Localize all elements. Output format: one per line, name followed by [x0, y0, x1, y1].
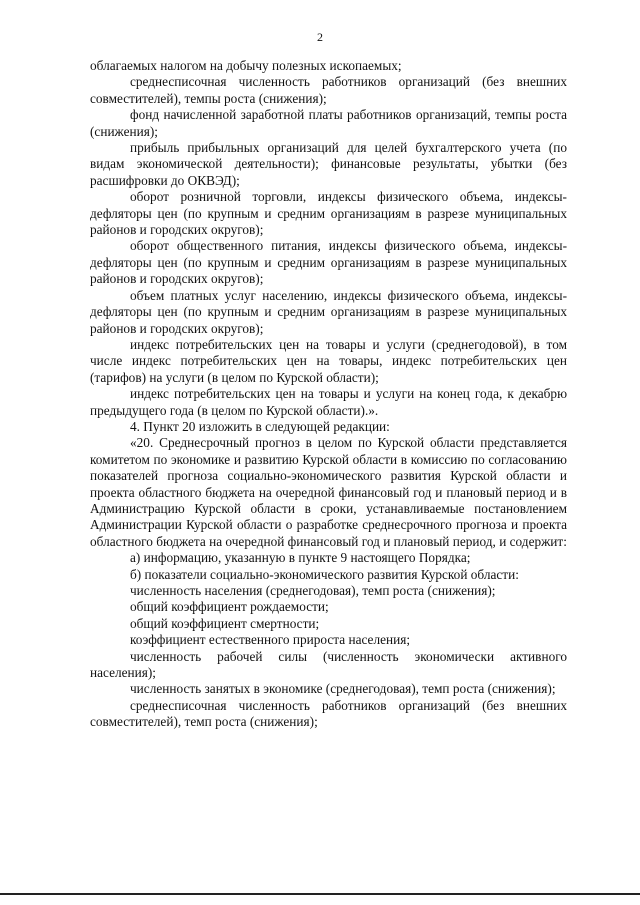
paragraph: а) информацию, указанную в пункте 9 настоящего Порядка; [130, 550, 471, 566]
paragraph: оборот розничной торговли, индексы физического объема, индексы-дефляторы цен (по крупным и средним организациям в разрезе муниципальных районов и городских округов); [90, 189, 567, 238]
document-body [90, 58, 567, 731]
paragraph: прибыль прибыльных организаций для целей бухгалтерского учета (по видам экономической деятельности); финансовые результаты, убытки (без расшифровки до ОКВЭД); [90, 140, 567, 188]
paragraph: облагаемых налогом на добычу полезных ископаемых; [90, 58, 402, 73]
paragraph: оборот общественного питания, индексы физического объема, индексы-дефляторы цен (по крупным и средним организациям в разрезе муниципальных районов и городских округов); [90, 238, 567, 287]
paragraph: 4. Пункт 20 изложить в следующей редакции: [130, 418, 390, 434]
paragraph: фонд начисленной заработной платы работников организаций, темпы роста (снижения); [90, 107, 567, 139]
paragraph: численность занятых в экономике (среднегодовая), темп роста (снижения); [130, 681, 556, 697]
paragraph: коэффициент естественного прироста населения; [130, 632, 411, 648]
paragraph: индекс потребительских цен на товары и услуги на конец года, к декабрю предыдущего года (в целом по Курской области).». [90, 386, 567, 418]
paragraph: «20. Среднесрочный прогноз в целом по Курской области представляется комитетом по экономике и развитию Курской области в комиссию по согласованию показателей прогноза социально-экономического развития Курской области и проекта областного бюджета на очередной финансовый год и плановый период и в Администрацию Курской области в сроки, устанавливаемые постановлением Администрации Курской области о разработке среднесрочного прогноза и проекта областного бюджета на очередной финансовый год и плановый период, и содержит: [90, 435, 567, 549]
page-number: 2 [317, 30, 323, 44]
paragraph: объем платных услуг населению, индексы физического объема, индексы-дефляторы цен (по крупным и средним организациям в разрезе муниципальных районов и городских округов); [90, 287, 567, 336]
bottom-edge-line [0, 893, 640, 895]
paragraph: численность населения (среднегодовая), темп роста (снижения); [130, 583, 496, 598]
paragraph: индекс потребительских цен на товары и услуги (среднегодовой), в том числе индекс потребительских цен на товары, индекс потребительских цен (тарифов) на услуги (в целом по Курской области); [90, 336, 567, 385]
paragraph: численность рабочей силы (численность экономически активного населения); [90, 648, 567, 681]
paragraph: среднесписочная численность работников организаций (без внешних совместителей), темпы роста (снижения); [90, 74, 567, 106]
paragraph: б) показатели социально-экономического развития Курской области: [130, 566, 519, 582]
paragraph: общий коэффициент рождаемости; [130, 599, 329, 615]
paragraph: среднесписочная численность работников организаций (без внешних совместителей), темп роста (снижения); [90, 697, 567, 730]
paragraph: общий коэффициент смертности; [130, 615, 320, 631]
